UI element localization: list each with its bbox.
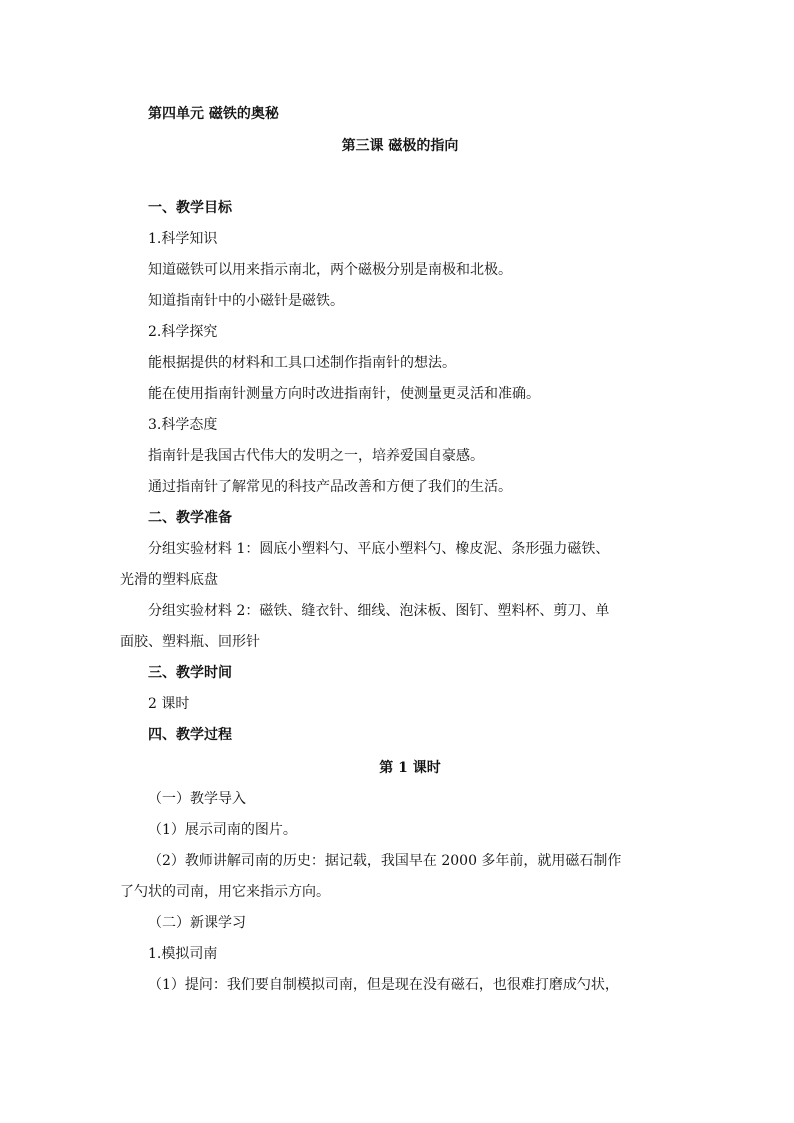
objective-line: 3.科学态度 bbox=[148, 417, 218, 433]
material-line: 面胶、塑料瓶、回形针 bbox=[120, 634, 260, 650]
section-heading-objectives: 一、教学目标 bbox=[148, 200, 232, 216]
objective-line: 能在使用指南针测量方向时改进指南针，使测量更灵活和准确。 bbox=[148, 386, 540, 402]
unit-title: 第四单元 磁铁的奥秘 bbox=[148, 106, 279, 122]
section-heading-time: 三、教学时间 bbox=[148, 665, 232, 681]
objective-line: 指南针是我国古代伟大的发明之一，培养爱国自豪感。 bbox=[148, 448, 484, 464]
material-line: 分组实验材料 1：圆底小塑料勺、平底小塑料勺、橡皮泥、条形强力磁铁、 bbox=[148, 541, 610, 557]
process-line: 了勺状的司南，用它来指示方向。 bbox=[120, 884, 330, 900]
period-title: 第 1 课时 bbox=[379, 760, 441, 776]
section-heading-preparation: 二、教学准备 bbox=[148, 510, 232, 526]
process-line: 1.模拟司南 bbox=[148, 946, 218, 962]
objective-line: 知道指南针中的小磁针是磁铁。 bbox=[148, 293, 344, 309]
material-line: 光滑的塑料底盘 bbox=[120, 572, 218, 588]
lesson-title: 第三课 磁极的指向 bbox=[341, 138, 459, 154]
objective-line: 1.科学知识 bbox=[148, 231, 218, 247]
objective-line: 能根据提供的材料和工具口述制作指南针的想法。 bbox=[148, 355, 456, 371]
process-line: （二）新课学习 bbox=[148, 915, 246, 931]
process-line: （一）教学导入 bbox=[148, 791, 246, 807]
process-line: （1）提问：我们要自制模拟司南，但是现在没有磁石，也很难打磨成勺状， bbox=[148, 977, 619, 993]
material-line: 分组实验材料 2：磁铁、缝衣针、细线、泡沫板、图钉、塑料杯、剪刀、单 bbox=[148, 603, 610, 619]
objective-line: 通过指南针了解常见的科技产品改善和方便了我们的生活。 bbox=[148, 479, 512, 495]
time-value: 2 课时 bbox=[148, 696, 190, 712]
objective-line: 知道磁铁可以用来指示南北，两个磁极分别是南极和北极。 bbox=[148, 262, 512, 278]
objective-line: 2.科学探究 bbox=[148, 324, 218, 340]
process-line: （1）展示司南的图片。 bbox=[148, 822, 297, 838]
process-line: （2）教师讲解司南的历史：据记载，我国早在 2000 多年前，就用磁石制作 bbox=[148, 853, 622, 869]
section-heading-process: 四、教学过程 bbox=[148, 727, 232, 743]
